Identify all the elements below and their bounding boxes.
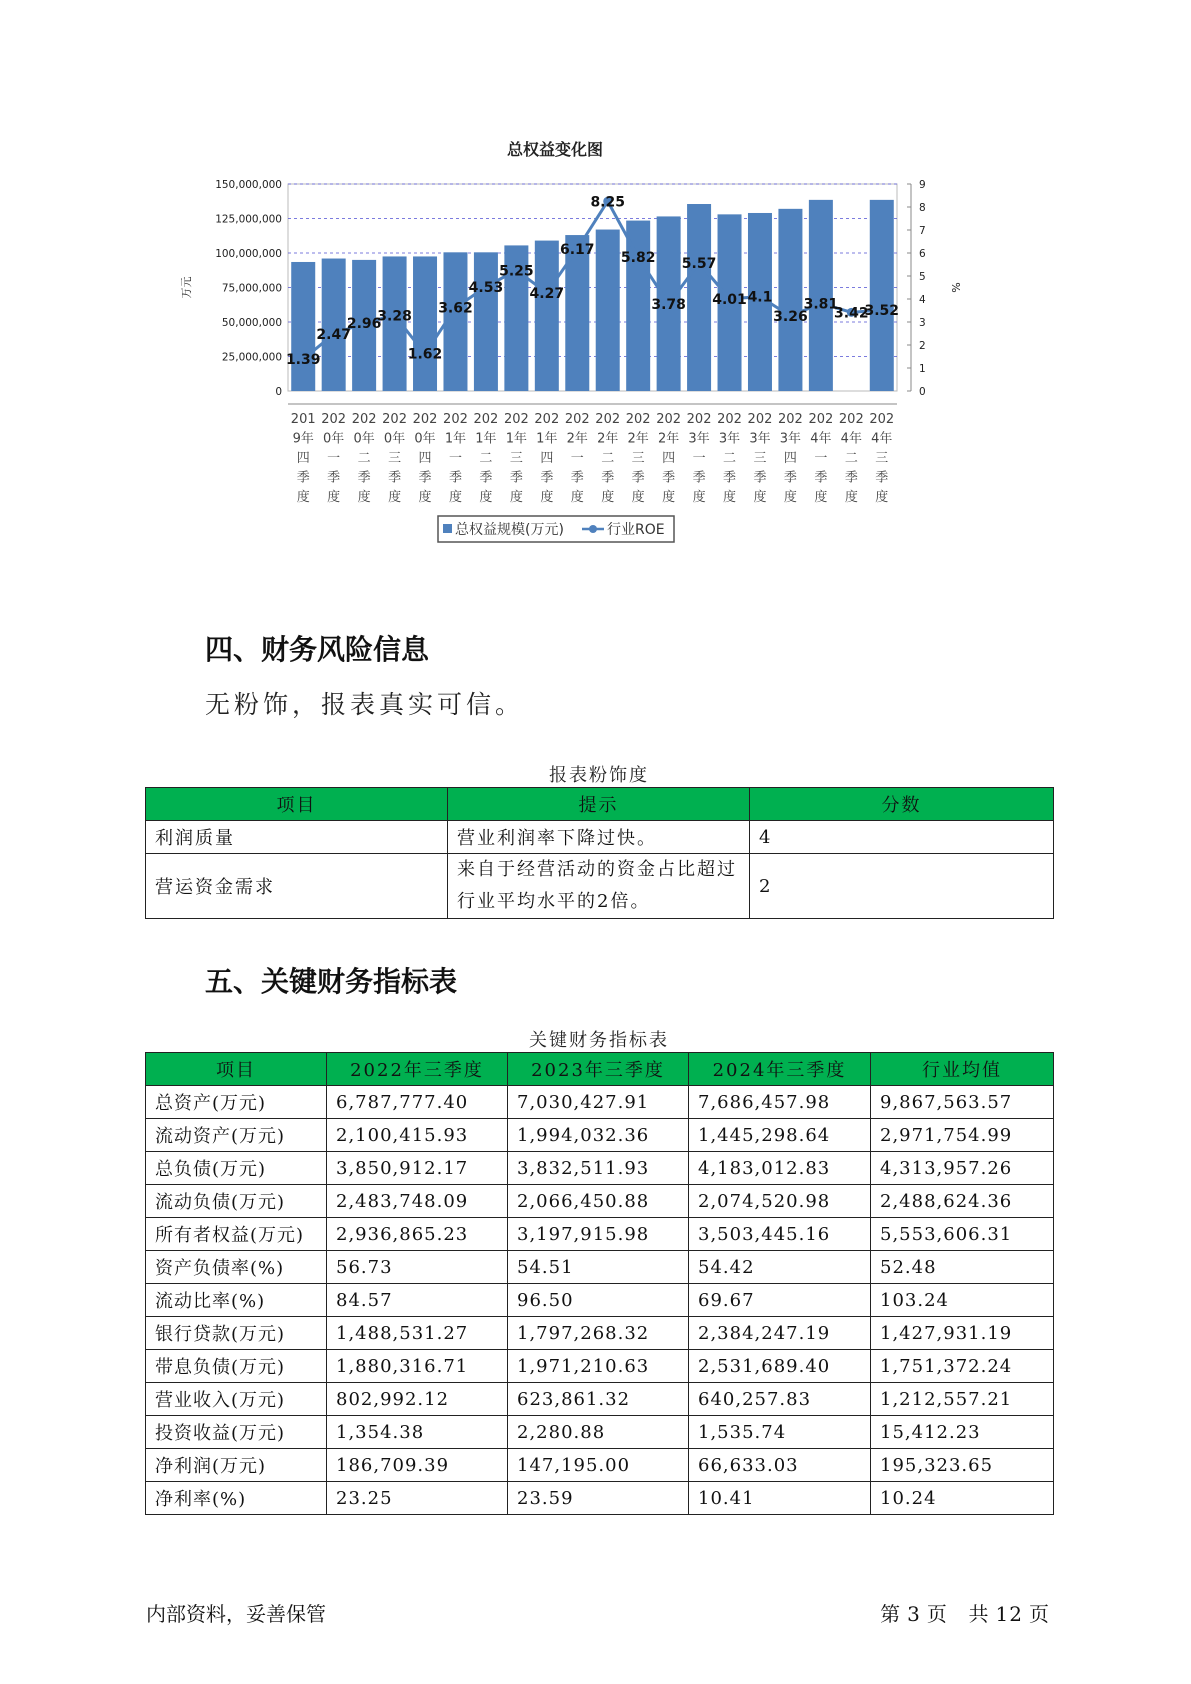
x-tick-label: 三: [509, 451, 523, 466]
roe-data-label: 3.42: [834, 305, 869, 322]
kpi-value: 186,709.39: [327, 1449, 508, 1482]
x-tick-label: 度: [631, 490, 645, 505]
x-tick-label: 3年: [688, 431, 710, 447]
kpi-header-3: 2024年三季度: [689, 1053, 871, 1086]
x-tick-label: 四: [783, 451, 797, 466]
x-tick-label: 季: [479, 470, 493, 486]
roe-data-label: 3.52: [864, 303, 900, 320]
equity-bar: [535, 241, 559, 391]
kpi-value: 2,280.88: [508, 1416, 689, 1449]
kpi-item: 银行贷款(万元): [146, 1317, 327, 1350]
kpi-value: 9,867,563.57: [871, 1086, 1054, 1119]
kpi-value: 96.50: [508, 1284, 689, 1317]
x-tick-label: 2年: [597, 431, 619, 447]
x-tick-label: 度: [875, 490, 889, 505]
x-tick-label: 202: [595, 412, 621, 427]
risk-hint: 来自于经营活动的资金占比超过行业平均水平的2倍。: [448, 854, 750, 919]
x-tick-label: 4年: [871, 431, 893, 447]
x-tick-label: 季: [753, 470, 767, 486]
kpi-value: 2,483,748.09: [327, 1185, 508, 1218]
equity-bar: [870, 200, 894, 391]
section4-title: 四、财务风险信息: [205, 633, 430, 666]
x-tick-label: 2年: [566, 431, 588, 447]
x-tick-label: 度: [509, 490, 523, 505]
x-tick-label: 季: [631, 470, 645, 486]
kpi-value: 2,384,247.19: [689, 1317, 871, 1350]
kpi-value: 1,971,210.63: [508, 1350, 689, 1383]
kpi-item: 总资产(万元): [146, 1086, 327, 1119]
x-tick-label: 度: [844, 490, 858, 505]
x-tick-label: 季: [388, 470, 402, 486]
table-row: [146, 1482, 1054, 1515]
x-tick-label: 季: [509, 470, 523, 486]
kpi-header-4: 行业均值: [871, 1053, 1054, 1086]
kpi-table: [145, 1052, 1054, 1515]
x-tick-label: 202: [534, 412, 560, 427]
x-tick-label: 度: [723, 490, 737, 505]
x-tick-label: 季: [662, 470, 676, 486]
risk-table-caption: 报表粉饰度: [549, 765, 649, 786]
x-tick-label: 9年: [292, 431, 314, 447]
y2-tick-label: 7: [919, 225, 926, 237]
table-row: [146, 821, 1054, 854]
y-tick-label: 50,000,000: [221, 317, 282, 329]
x-tick-label: 度: [448, 490, 462, 505]
section4-text: 无粉饰，报表真实可信。: [205, 690, 525, 719]
kpi-value: 1,797,268.32: [508, 1317, 689, 1350]
x-tick-label: 202: [321, 412, 347, 427]
x-tick-label: 四: [540, 451, 554, 466]
x-tick-label: 季: [540, 470, 554, 486]
kpi-value: 52.48: [871, 1251, 1054, 1284]
table-row: [146, 1449, 1054, 1482]
x-tick-label: 4年: [840, 431, 862, 447]
roe-data-label: 6.17: [560, 242, 595, 259]
table-row: [146, 1185, 1054, 1218]
x-tick-label: 季: [418, 470, 432, 486]
x-tick-label: 0年: [414, 431, 436, 447]
roe-data-label: 3.81: [803, 296, 839, 313]
kpi-value: 1,751,372.24: [871, 1350, 1054, 1383]
kpi-value: 147,195.00: [508, 1449, 689, 1482]
x-tick-label: 202: [382, 412, 407, 427]
x-tick-label: 202: [625, 412, 651, 427]
roe-data-label: 3.26: [773, 309, 808, 326]
kpi-value: 6,787,777.40: [327, 1086, 508, 1119]
y2-tick-label: 0: [919, 386, 926, 398]
x-tick-label: 度: [479, 490, 493, 505]
x-tick-label: 202: [412, 412, 438, 427]
kpi-value: 23.59: [508, 1482, 689, 1515]
kpi-value: 84.57: [327, 1284, 508, 1317]
footer-page-number: [877, 1598, 1053, 1627]
x-tick-label: 202: [838, 412, 864, 427]
kpi-value: 54.42: [689, 1251, 871, 1284]
x-tick-label: 度: [418, 490, 432, 505]
roe-data-label: 4.1: [747, 289, 773, 306]
chart-title: 总权益变化图: [506, 140, 604, 159]
roe-data-label: 8.25: [590, 194, 625, 211]
kpi-value: 1,994,032.36: [508, 1119, 689, 1152]
kpi-value: 5,553,606.31: [871, 1218, 1054, 1251]
x-tick-label: 度: [692, 490, 706, 505]
y-axis-label: 万元: [180, 276, 193, 299]
x-tick-label: 一: [448, 451, 462, 466]
kpi-header-2: 2023年三季度: [508, 1053, 689, 1086]
roe-data-label: 2.47: [316, 327, 351, 344]
kpi-value: 56.73: [327, 1251, 508, 1284]
kpi-table-header: [146, 1053, 1054, 1086]
kpi-header-1: 2022年三季度: [327, 1053, 508, 1086]
kpi-value: 7,030,427.91: [508, 1086, 689, 1119]
table-row: [146, 1152, 1054, 1185]
roe-data-label: 3.78: [651, 297, 686, 314]
kpi-value: 103.24: [871, 1284, 1054, 1317]
total-num: 12: [995, 1602, 1023, 1626]
x-tick-label: 二: [357, 451, 371, 466]
x-tick-label: 4年: [810, 431, 832, 447]
kpi-value: 1,445,298.64: [689, 1119, 871, 1152]
table-row: [146, 1416, 1054, 1449]
total-prefix: 共: [968, 1602, 990, 1626]
kpi-value: 2,100,415.93: [327, 1119, 508, 1152]
y2-tick-label: 6: [919, 248, 926, 260]
legend-bar-swatch: [443, 524, 452, 533]
x-tick-label: 度: [753, 490, 767, 505]
x-tick-label: 202: [503, 412, 529, 427]
y2-axis-label: %: [949, 282, 962, 293]
equity-chart-svg: [180, 140, 1020, 590]
kpi-value: 3,503,445.16: [689, 1218, 871, 1251]
kpi-value: 3,197,915.98: [508, 1218, 689, 1251]
x-tick-label: 季: [448, 470, 462, 486]
y-tick-label: 150,000,000: [215, 179, 282, 191]
kpi-value: 3,832,511.93: [508, 1152, 689, 1185]
kpi-value: 640,257.83: [689, 1383, 871, 1416]
x-tick-label: 季: [357, 470, 371, 486]
kpi-value: 3,850,912.17: [327, 1152, 508, 1185]
x-tick-label: 四: [662, 451, 676, 466]
kpi-value: 4,313,957.26: [871, 1152, 1054, 1185]
x-tick-label: 季: [875, 470, 889, 486]
kpi-item: 投资收益(万元): [146, 1416, 327, 1449]
x-tick-label: 202: [351, 412, 377, 427]
kpi-value: 2,936,865.23: [327, 1218, 508, 1251]
roe-data-label: 5.25: [499, 263, 534, 280]
table-row: [146, 1218, 1054, 1251]
x-tick-label: 季: [296, 470, 310, 486]
kpi-value: 2,488,624.36: [871, 1185, 1054, 1218]
section5-title: 五、关键财务指标表: [205, 965, 458, 998]
kpi-value: 15,412.23: [871, 1416, 1054, 1449]
kpi-value: 66,633.03: [689, 1449, 871, 1482]
x-tick-label: 0年: [353, 431, 375, 447]
x-tick-label: 季: [692, 470, 706, 486]
page-unit: 页: [926, 1602, 948, 1626]
roe-data-label: 2.96: [346, 315, 382, 332]
kpi-value: 1,212,557.21: [871, 1383, 1054, 1416]
x-tick-label: 202: [717, 412, 742, 427]
x-tick-label: 三: [631, 451, 645, 466]
x-tick-label: 0年: [383, 431, 406, 447]
x-tick-label: 1年: [475, 431, 497, 447]
roe-data-label: 5.57: [681, 255, 717, 272]
x-tick-label: 1年: [444, 431, 467, 447]
equity-bar: [291, 262, 315, 391]
equity-bar: [322, 259, 346, 391]
y-tick-label: 75,000,000: [221, 282, 282, 295]
x-tick-label: 一: [814, 451, 828, 466]
x-tick-label: 季: [327, 470, 341, 486]
y2-tick-label: 2: [919, 340, 926, 352]
kpi-value: 2,531,689.40: [689, 1350, 871, 1383]
x-tick-label: 季: [570, 470, 584, 486]
kpi-item: 所有者权益(万元): [146, 1218, 327, 1251]
equity-bar: [778, 209, 802, 391]
kpi-value: 2,074,520.98: [689, 1185, 871, 1218]
x-tick-label: 一: [692, 451, 706, 466]
x-tick-label: 0年: [323, 431, 345, 447]
roe-data-label: 4.53: [468, 279, 504, 296]
kpi-item: 带息负债(万元): [146, 1350, 327, 1383]
table-row: [146, 1350, 1054, 1383]
kpi-value: 623,861.32: [508, 1383, 689, 1416]
risk-header-item: 项目: [146, 788, 448, 821]
kpi-value: 4,183,012.83: [689, 1152, 871, 1185]
risk-header-score: 分数: [750, 788, 1054, 821]
y-tick-label: 25,000,000: [221, 351, 282, 364]
kpi-item: 净利率(%): [146, 1482, 327, 1515]
y-tick-label: 125,000,000: [215, 213, 282, 226]
table-row: [146, 1086, 1054, 1119]
kpi-item: 流动比率(%): [146, 1284, 327, 1317]
kpi-item: 总负债(万元): [146, 1152, 327, 1185]
x-tick-label: 四: [296, 451, 310, 466]
x-tick-label: 202: [564, 412, 590, 427]
table-row: [146, 1251, 1054, 1284]
x-tick-label: 四: [418, 451, 432, 466]
kpi-value: 1,427,931.19: [871, 1317, 1054, 1350]
legend-bar-label: 总权益规模(万元): [455, 522, 564, 538]
kpi-value: 10.41: [689, 1482, 871, 1515]
x-tick-label: 一: [327, 451, 341, 466]
kpi-value: 10.24: [871, 1482, 1054, 1515]
x-tick-label: 1年: [536, 431, 558, 447]
table-row: [146, 1383, 1054, 1416]
table-row: [146, 1284, 1054, 1317]
legend-line-label: 行业ROE: [607, 522, 665, 538]
y2-tick-label: 1: [919, 363, 926, 375]
roe-data-label: 3.62: [438, 300, 473, 317]
x-tick-label: 3年: [749, 431, 771, 447]
risk-item: 利润质量: [146, 821, 448, 854]
risk-item: 营运资金需求: [146, 854, 448, 919]
x-tick-label: 度: [814, 490, 828, 505]
x-tick-label: 季: [601, 470, 615, 486]
equity-bar: [474, 252, 498, 391]
roe-data-label: 1.62: [407, 346, 443, 363]
equity-bar: [626, 221, 650, 391]
kpi-value: 54.51: [508, 1251, 689, 1284]
kpi-value: 2,066,450.88: [508, 1185, 689, 1218]
x-tick-label: 202: [808, 412, 834, 427]
roe-data-label: 1.39: [285, 352, 321, 369]
table-row: [146, 854, 1054, 919]
roe-data-label: 4.27: [529, 285, 565, 302]
kpi-value: 1,880,316.71: [327, 1350, 508, 1383]
roe-data-label: 3.28: [377, 308, 412, 325]
x-tick-label: 二: [844, 451, 858, 466]
x-tick-label: 201: [290, 412, 316, 427]
x-tick-label: 度: [327, 490, 341, 505]
risk-score: 4: [750, 821, 1054, 854]
kpi-item: 营业收入(万元): [146, 1383, 327, 1416]
x-tick-label: 度: [540, 490, 554, 505]
kpi-item: 流动资产(万元): [146, 1119, 327, 1152]
x-tick-label: 202: [656, 412, 682, 427]
kpi-item: 净利润(万元): [146, 1449, 327, 1482]
x-tick-label: 202: [686, 412, 712, 427]
y2-tick-label: 8: [919, 202, 926, 214]
x-tick-label: 度: [601, 490, 615, 505]
kpi-value: 23.25: [327, 1482, 508, 1515]
x-tick-label: 202: [473, 412, 499, 427]
table-row: [146, 1317, 1054, 1350]
kpi-value: 802,992.12: [327, 1383, 508, 1416]
y2-tick-label: 5: [919, 271, 926, 283]
y2-tick-label: 9: [919, 179, 926, 191]
risk-table-header: [146, 788, 1054, 821]
x-tick-label: 季: [723, 470, 737, 486]
x-tick-label: 度: [570, 490, 584, 505]
roe-data-label: 4.01: [712, 291, 747, 308]
x-tick-label: 一: [570, 451, 584, 466]
x-tick-label: 度: [783, 490, 797, 505]
equity-bar: [413, 256, 437, 391]
equity-chart: [180, 140, 1020, 590]
x-tick-label: 202: [869, 412, 895, 427]
x-tick-label: 二: [479, 451, 493, 466]
x-tick-label: 2年: [627, 431, 649, 447]
kpi-value: 1,535.74: [689, 1416, 871, 1449]
legend-line-marker: [589, 525, 597, 533]
y-tick-label: 100,000,000: [215, 248, 282, 260]
x-tick-label: 3年: [718, 431, 741, 447]
x-tick-label: 度: [388, 490, 402, 505]
risk-table: [145, 787, 1054, 919]
x-tick-label: 三: [388, 451, 402, 466]
x-tick-label: 季: [844, 470, 858, 486]
y-tick-label: 0: [275, 386, 282, 398]
risk-header-hint: 提示: [448, 788, 750, 821]
kpi-value: 69.67: [689, 1284, 871, 1317]
y2-tick-label: 4: [919, 294, 926, 306]
x-tick-label: 2年: [657, 431, 680, 447]
x-tick-label: 季: [783, 470, 797, 486]
page-num: 3: [907, 1602, 921, 1626]
x-tick-label: 二: [601, 451, 615, 466]
x-tick-label: 202: [747, 412, 773, 427]
equity-bar: [565, 235, 589, 391]
x-tick-label: 1年: [505, 431, 528, 447]
risk-score: 2: [750, 854, 1054, 919]
table-row: [146, 1119, 1054, 1152]
x-tick-label: 二: [723, 451, 737, 466]
x-tick-label: 季: [814, 470, 828, 486]
x-tick-label: 3年: [779, 431, 802, 447]
x-tick-label: 202: [443, 412, 468, 427]
total-unit: 页: [1029, 1602, 1050, 1626]
footer-confidential: 内部资料，妥善保管: [146, 1602, 326, 1626]
kpi-item: 资产负债率(%): [146, 1251, 327, 1284]
kpi-table-caption: 关键财务指标表: [529, 1030, 669, 1051]
kpi-item: 流动负债(万元): [146, 1185, 327, 1218]
x-tick-label: 三: [753, 451, 767, 466]
kpi-value: 195,323.65: [871, 1449, 1054, 1482]
x-tick-label: 度: [662, 490, 676, 505]
x-tick-label: 202: [778, 412, 803, 427]
x-tick-label: 度: [296, 490, 310, 505]
y2-tick-label: 3: [919, 317, 926, 329]
kpi-value: 7,686,457.98: [689, 1086, 871, 1119]
kpi-value: 2,971,754.99: [871, 1119, 1054, 1152]
equity-bar: [596, 230, 620, 391]
page-prefix: 第: [880, 1602, 902, 1626]
kpi-value: 1,488,531.27: [327, 1317, 508, 1350]
kpi-header-0: 项目: [146, 1053, 327, 1086]
x-tick-label: 度: [357, 490, 371, 505]
kpi-value: 1,354.38: [327, 1416, 508, 1449]
risk-hint: 营业利润率下降过快。: [448, 821, 750, 854]
equity-bar: [687, 204, 711, 391]
x-tick-label: 三: [875, 451, 889, 466]
roe-data-label: 5.82: [620, 250, 656, 267]
